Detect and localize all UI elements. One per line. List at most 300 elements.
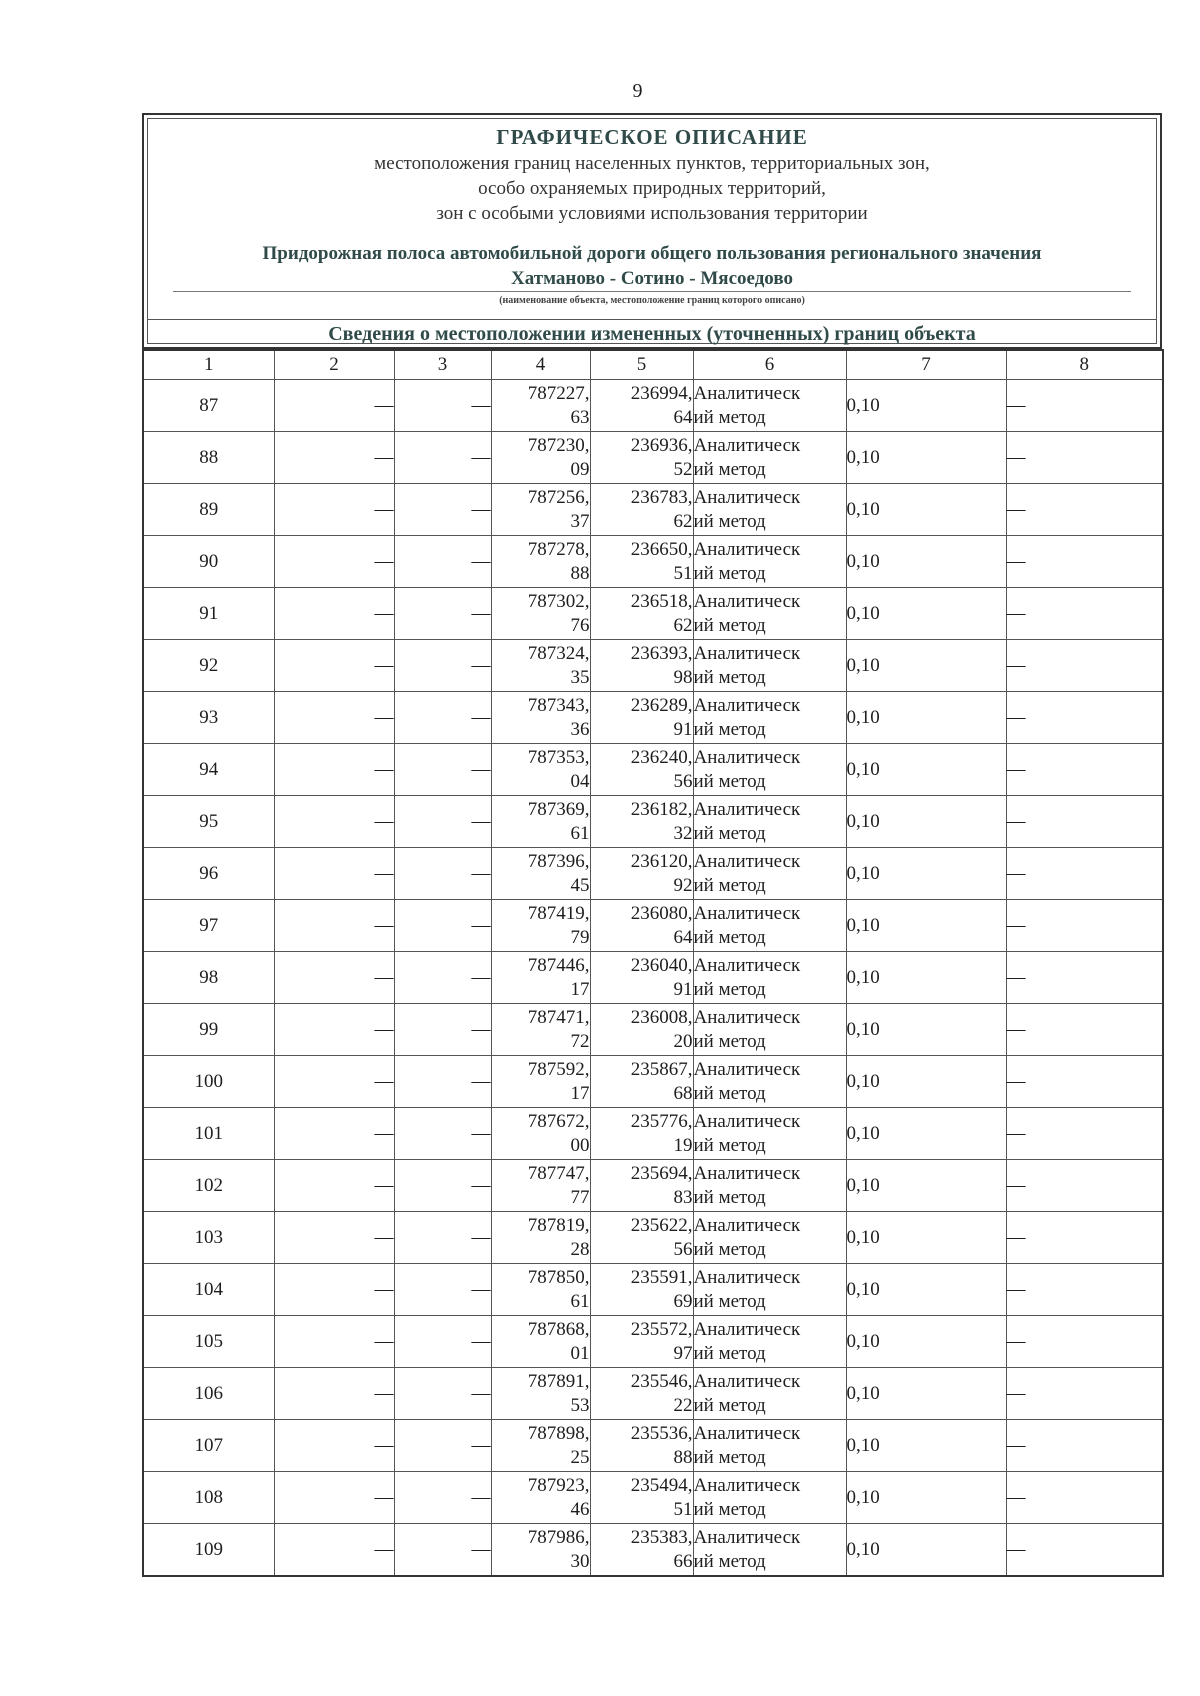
precision-cell: 0,10	[846, 744, 1006, 796]
precision-cell: 0,10	[846, 1472, 1006, 1524]
y-coordinate-cell	[590, 1004, 693, 1056]
precision-cell: 0,10	[846, 432, 1006, 484]
y-coordinate-cell	[590, 848, 693, 900]
column-2-cell: —	[274, 1472, 394, 1524]
y-coordinate-fraction: 69	[673, 1290, 693, 1312]
y-coordinate-fraction: 51	[673, 562, 693, 584]
method-line-2: ий метод	[693, 926, 766, 948]
point-number-cell: 109	[143, 1524, 274, 1577]
x-coordinate-integer: 787324,	[527, 642, 590, 664]
x-coordinate-integer: 787419,	[527, 902, 590, 924]
column-header: 2	[274, 350, 394, 380]
method-line-1: Аналитическ	[693, 1422, 801, 1444]
precision-cell: 0,10	[846, 1056, 1006, 1108]
column-8-cell: —	[1006, 484, 1163, 536]
method-cell	[693, 796, 846, 848]
point-number-cell: 99	[143, 1004, 274, 1056]
method-line-2: ий метод	[693, 1030, 766, 1052]
table-row	[143, 848, 1163, 900]
y-coordinate-cell	[590, 380, 693, 432]
method-cell	[693, 640, 846, 692]
point-number-cell: 106	[143, 1368, 274, 1420]
method-line-2: ий метод	[693, 874, 766, 896]
method-line-2: ий метод	[693, 978, 766, 1000]
x-coordinate-integer: 787986,	[527, 1526, 590, 1548]
column-2-cell: —	[274, 1212, 394, 1264]
y-coordinate-fraction: 56	[673, 1238, 693, 1260]
column-3-cell: —	[394, 1056, 491, 1108]
method-line-1: Аналитическ	[693, 954, 801, 976]
point-number-cell: 103	[143, 1212, 274, 1264]
method-cell	[693, 432, 846, 484]
precision-cell: 0,10	[846, 1264, 1006, 1316]
table-row	[143, 1264, 1163, 1316]
y-coordinate-fraction: 98	[673, 666, 693, 688]
method-line-2: ий метод	[693, 822, 766, 844]
section-divider	[148, 319, 1156, 320]
x-coordinate-cell	[491, 1472, 590, 1524]
y-coordinate-integer: 235694,	[630, 1162, 693, 1184]
section-title: Сведения о местоположении измененных (уточненных) границ объекта	[328, 323, 976, 345]
column-2-cell: —	[274, 744, 394, 796]
object-name-line-2: Хатманово - Сотино - Мясоедово	[511, 268, 793, 289]
precision-cell: 0,10	[846, 900, 1006, 952]
x-coordinate-fraction: 88	[570, 562, 590, 584]
y-coordinate-fraction: 52	[673, 458, 693, 480]
point-number-cell: 107	[143, 1420, 274, 1472]
column-header: 1	[143, 350, 274, 380]
x-coordinate-cell	[491, 952, 590, 1004]
x-coordinate-fraction: 09	[570, 458, 590, 480]
x-coordinate-cell	[491, 640, 590, 692]
table-row	[143, 1004, 1163, 1056]
method-cell	[693, 1056, 846, 1108]
column-header: 5	[590, 350, 693, 380]
column-3-cell: —	[394, 1108, 491, 1160]
y-coordinate-cell	[590, 1524, 693, 1577]
column-3-cell: —	[394, 380, 491, 432]
table-row	[143, 640, 1163, 692]
x-coordinate-cell	[491, 1264, 590, 1316]
x-coordinate-integer: 787592,	[527, 1058, 590, 1080]
x-coordinate-cell	[491, 432, 590, 484]
method-line-1: Аналитическ	[693, 1006, 801, 1028]
column-2-cell: —	[274, 380, 394, 432]
y-coordinate-cell	[590, 952, 693, 1004]
y-coordinate-cell	[590, 484, 693, 536]
precision-cell: 0,10	[846, 1524, 1006, 1577]
column-2-cell: —	[274, 536, 394, 588]
method-cell	[693, 1316, 846, 1368]
column-8-cell: —	[1006, 952, 1163, 1004]
column-2-cell: —	[274, 1004, 394, 1056]
method-line-1: Аналитическ	[693, 694, 801, 716]
method-line-1: Аналитическ	[693, 642, 801, 664]
table-row	[143, 1420, 1163, 1472]
column-3-cell: —	[394, 796, 491, 848]
precision-cell: 0,10	[846, 1420, 1006, 1472]
x-coordinate-cell	[491, 588, 590, 640]
x-coordinate-fraction: 25	[570, 1446, 590, 1468]
column-3-cell: —	[394, 432, 491, 484]
x-coordinate-integer: 787278,	[527, 538, 590, 560]
y-coordinate-fraction: 91	[673, 718, 693, 740]
x-coordinate-cell	[491, 1524, 590, 1577]
method-cell	[693, 744, 846, 796]
table-row	[143, 1056, 1163, 1108]
column-header: 6	[693, 350, 846, 380]
method-line-2: ий метод	[693, 458, 766, 480]
x-coordinate-fraction: 01	[570, 1342, 590, 1364]
x-coordinate-cell	[491, 1160, 590, 1212]
column-3-cell: —	[394, 1160, 491, 1212]
x-coordinate-fraction: 61	[570, 1290, 590, 1312]
y-coordinate-fraction: 64	[673, 926, 693, 948]
table-row	[143, 1316, 1163, 1368]
method-line-1: Аналитическ	[693, 486, 801, 508]
column-2-cell: —	[274, 1264, 394, 1316]
table-row	[143, 1160, 1163, 1212]
precision-cell: 0,10	[846, 1368, 1006, 1420]
point-number-cell: 104	[143, 1264, 274, 1316]
column-8-cell: —	[1006, 1420, 1163, 1472]
precision-cell: 0,10	[846, 796, 1006, 848]
precision-cell: 0,10	[846, 588, 1006, 640]
column-8-cell: —	[1006, 588, 1163, 640]
point-number-cell: 89	[143, 484, 274, 536]
column-2-cell: —	[274, 640, 394, 692]
page-number: 9	[632, 80, 643, 102]
method-line-1: Аналитическ	[693, 1474, 801, 1496]
column-2-cell: —	[274, 1316, 394, 1368]
column-2-cell: —	[274, 952, 394, 1004]
x-coordinate-fraction: 36	[570, 718, 590, 740]
column-2-cell: —	[274, 588, 394, 640]
precision-cell: 0,10	[846, 952, 1006, 1004]
point-number-cell: 100	[143, 1056, 274, 1108]
point-number-cell: 93	[143, 692, 274, 744]
method-line-2: ий метод	[693, 718, 766, 740]
y-coordinate-cell	[590, 536, 693, 588]
table-row	[143, 1108, 1163, 1160]
subtitle-line-1: местоположения границ населенных пунктов, территориальных зон,	[374, 153, 930, 174]
y-coordinate-cell	[590, 1212, 693, 1264]
x-coordinate-integer: 787396,	[527, 850, 590, 872]
column-8-cell: —	[1006, 432, 1163, 484]
column-2-cell: —	[274, 1368, 394, 1420]
y-coordinate-cell	[590, 640, 693, 692]
method-line-1: Аналитическ	[693, 590, 801, 612]
precision-cell: 0,10	[846, 1316, 1006, 1368]
point-number-cell: 88	[143, 432, 274, 484]
precision-cell: 0,10	[846, 1108, 1006, 1160]
precision-cell: 0,10	[846, 1004, 1006, 1056]
column-3-cell: —	[394, 848, 491, 900]
y-coordinate-fraction: 68	[673, 1082, 693, 1104]
method-line-2: ий метод	[693, 1290, 766, 1312]
column-8-cell: —	[1006, 796, 1163, 848]
x-coordinate-fraction: 63	[570, 406, 590, 428]
table-row	[143, 1212, 1163, 1264]
x-coordinate-fraction: 45	[570, 874, 590, 896]
x-coordinate-cell	[491, 1212, 590, 1264]
x-coordinate-integer: 787446,	[527, 954, 590, 976]
y-coordinate-fraction: 64	[673, 406, 693, 428]
object-caption: (наименование объекта, местоположение границ которого описано)	[499, 295, 805, 306]
column-3-cell: —	[394, 1004, 491, 1056]
y-coordinate-fraction: 62	[673, 510, 693, 532]
x-coordinate-integer: 787891,	[527, 1370, 590, 1392]
x-coordinate-cell	[491, 536, 590, 588]
y-coordinate-integer: 235572,	[630, 1318, 693, 1340]
table-row	[143, 432, 1163, 484]
method-line-1: Аналитическ	[693, 746, 801, 768]
method-line-2: ий метод	[693, 1550, 766, 1572]
x-coordinate-integer: 787850,	[527, 1266, 590, 1288]
method-line-1: Аналитическ	[693, 1110, 801, 1132]
y-coordinate-integer: 236040,	[630, 954, 693, 976]
x-coordinate-fraction: 17	[570, 978, 590, 1000]
column-3-cell: —	[394, 1316, 491, 1368]
column-header: 4	[491, 350, 590, 380]
method-line-2: ий метод	[693, 666, 766, 688]
table-row	[143, 1368, 1163, 1420]
method-cell	[693, 1368, 846, 1420]
y-coordinate-integer: 236936,	[630, 434, 693, 456]
column-8-cell: —	[1006, 1472, 1163, 1524]
method-line-2: ий метод	[693, 1394, 766, 1416]
column-8-cell: —	[1006, 744, 1163, 796]
y-coordinate-integer: 236393,	[630, 642, 693, 664]
y-coordinate-fraction: 22	[673, 1394, 693, 1416]
y-coordinate-fraction: 19	[673, 1134, 693, 1156]
x-coordinate-fraction: 61	[570, 822, 590, 844]
point-number-cell: 108	[143, 1472, 274, 1524]
method-line-1: Аналитическ	[693, 382, 801, 404]
method-line-2: ий метод	[693, 406, 766, 428]
column-3-cell: —	[394, 588, 491, 640]
point-number-cell: 91	[143, 588, 274, 640]
method-line-1: Аналитическ	[693, 798, 801, 820]
x-coordinate-fraction: 77	[570, 1186, 590, 1208]
x-coordinate-integer: 787747,	[527, 1162, 590, 1184]
point-number-cell: 92	[143, 640, 274, 692]
point-number-cell: 95	[143, 796, 274, 848]
y-coordinate-fraction: 66	[673, 1550, 693, 1572]
object-name-line-1: Придорожная полоса автомобильной дороги общего пользования регионального значения	[262, 243, 1042, 264]
column-2-cell: —	[274, 848, 394, 900]
column-8-cell: —	[1006, 1212, 1163, 1264]
x-coordinate-fraction: 37	[570, 510, 590, 532]
y-coordinate-cell	[590, 1264, 693, 1316]
y-coordinate-cell	[590, 1056, 693, 1108]
y-coordinate-cell	[590, 1368, 693, 1420]
y-coordinate-cell	[590, 796, 693, 848]
column-2-cell: —	[274, 1108, 394, 1160]
y-coordinate-integer: 235536,	[630, 1422, 693, 1444]
table-row	[143, 952, 1163, 1004]
x-coordinate-fraction: 53	[570, 1394, 590, 1416]
table-row	[143, 588, 1163, 640]
x-coordinate-fraction: 30	[570, 1550, 590, 1572]
x-coordinate-integer: 787898,	[527, 1422, 590, 1444]
table-row	[143, 1524, 1163, 1577]
x-coordinate-cell	[491, 380, 590, 432]
y-coordinate-integer: 235383,	[630, 1526, 693, 1548]
x-coordinate-fraction: 00	[570, 1134, 590, 1156]
method-cell	[693, 536, 846, 588]
x-coordinate-integer: 787868,	[527, 1318, 590, 1340]
column-3-cell: —	[394, 640, 491, 692]
y-coordinate-integer: 236650,	[630, 538, 693, 560]
method-cell	[693, 1160, 846, 1212]
point-number-cell: 96	[143, 848, 274, 900]
subtitle-line-3: зон с особыми условиями использования территории	[436, 203, 868, 224]
table-row	[143, 536, 1163, 588]
method-cell	[693, 484, 846, 536]
x-coordinate-cell	[491, 692, 590, 744]
document-header-frame	[142, 113, 1162, 349]
method-cell	[693, 380, 846, 432]
precision-cell: 0,10	[846, 536, 1006, 588]
column-3-cell: —	[394, 536, 491, 588]
table-body	[143, 380, 1163, 1577]
column-3-cell: —	[394, 1524, 491, 1577]
coordinates-table	[142, 349, 1164, 1577]
column-3-cell: —	[394, 692, 491, 744]
point-number-cell: 105	[143, 1316, 274, 1368]
column-8-cell: —	[1006, 1524, 1163, 1577]
x-coordinate-integer: 787343,	[527, 694, 590, 716]
point-number-cell: 87	[143, 380, 274, 432]
column-2-cell: —	[274, 1524, 394, 1577]
x-coordinate-integer: 787819,	[527, 1214, 590, 1236]
x-coordinate-integer: 787369,	[527, 798, 590, 820]
column-8-cell: —	[1006, 380, 1163, 432]
x-coordinate-integer: 787353,	[527, 746, 590, 768]
column-8-cell: —	[1006, 1108, 1163, 1160]
document-header	[147, 118, 1157, 344]
y-coordinate-cell	[590, 1420, 693, 1472]
y-coordinate-cell	[590, 1160, 693, 1212]
method-cell	[693, 1004, 846, 1056]
y-coordinate-cell	[590, 1472, 693, 1524]
x-coordinate-cell	[491, 1108, 590, 1160]
y-coordinate-integer: 235591,	[630, 1266, 693, 1288]
subtitle-line-2: особо охраняемых природных территорий,	[478, 178, 826, 199]
x-coordinate-cell	[491, 1004, 590, 1056]
column-8-cell: —	[1006, 848, 1163, 900]
column-8-cell: —	[1006, 692, 1163, 744]
method-line-2: ий метод	[693, 1342, 766, 1364]
y-coordinate-fraction: 83	[673, 1186, 693, 1208]
y-coordinate-fraction: 91	[673, 978, 693, 1000]
method-line-1: Аналитическ	[693, 1058, 801, 1080]
column-2-cell: —	[274, 692, 394, 744]
method-line-1: Аналитическ	[693, 1526, 801, 1548]
y-coordinate-integer: 235867,	[630, 1058, 693, 1080]
method-cell	[693, 1472, 846, 1524]
x-coordinate-cell	[491, 744, 590, 796]
y-coordinate-cell	[590, 900, 693, 952]
point-number-cell: 98	[143, 952, 274, 1004]
method-line-1: Аналитическ	[693, 1370, 801, 1392]
column-2-cell: —	[274, 900, 394, 952]
precision-cell: 0,10	[846, 848, 1006, 900]
table-row	[143, 1472, 1163, 1524]
column-header: 7	[846, 350, 1006, 380]
precision-cell: 0,10	[846, 692, 1006, 744]
point-number-cell: 90	[143, 536, 274, 588]
column-2-cell: —	[274, 796, 394, 848]
y-coordinate-cell	[590, 1108, 693, 1160]
x-coordinate-cell	[491, 1056, 590, 1108]
y-coordinate-cell	[590, 432, 693, 484]
x-coordinate-cell	[491, 900, 590, 952]
y-coordinate-integer: 236008,	[630, 1006, 693, 1028]
point-number-cell: 94	[143, 744, 274, 796]
column-8-cell: —	[1006, 1056, 1163, 1108]
table-row	[143, 744, 1163, 796]
y-coordinate-integer: 235546,	[630, 1370, 693, 1392]
document-title: ГРАФИЧЕСКОЕ ОПИСАНИЕ	[496, 125, 808, 149]
column-8-cell: —	[1006, 1004, 1163, 1056]
method-line-2: ий метод	[693, 1238, 766, 1260]
method-line-2: ий метод	[693, 1134, 766, 1156]
method-cell	[693, 1264, 846, 1316]
method-line-1: Аналитическ	[693, 1318, 801, 1340]
x-coordinate-fraction: 04	[570, 770, 590, 792]
y-coordinate-integer: 236240,	[630, 746, 693, 768]
x-coordinate-fraction: 79	[570, 926, 590, 948]
method-cell	[693, 1108, 846, 1160]
column-3-cell: —	[394, 1472, 491, 1524]
point-number-cell: 102	[143, 1160, 274, 1212]
precision-cell: 0,10	[846, 1160, 1006, 1212]
y-coordinate-integer: 235622,	[630, 1214, 693, 1236]
column-3-cell: —	[394, 1420, 491, 1472]
y-coordinate-cell	[590, 588, 693, 640]
y-coordinate-fraction: 97	[673, 1342, 693, 1364]
method-line-2: ий метод	[693, 510, 766, 532]
method-cell	[693, 1524, 846, 1577]
y-coordinate-cell	[590, 692, 693, 744]
point-number-cell: 101	[143, 1108, 274, 1160]
column-8-cell: —	[1006, 1316, 1163, 1368]
column-3-cell: —	[394, 1368, 491, 1420]
method-cell	[693, 1420, 846, 1472]
object-name-underline	[173, 291, 1131, 292]
y-coordinate-integer: 236783,	[630, 486, 693, 508]
table-row	[143, 796, 1163, 848]
method-cell	[693, 1212, 846, 1264]
method-line-2: ий метод	[693, 562, 766, 584]
precision-cell: 0,10	[846, 1212, 1006, 1264]
x-coordinate-fraction: 46	[570, 1498, 590, 1520]
method-line-2: ий метод	[693, 1082, 766, 1104]
precision-cell: 0,10	[846, 484, 1006, 536]
method-line-2: ий метод	[693, 1186, 766, 1208]
y-coordinate-integer: 235776,	[630, 1110, 693, 1132]
column-8-cell: —	[1006, 1368, 1163, 1420]
column-3-cell: —	[394, 952, 491, 1004]
method-cell	[693, 692, 846, 744]
x-coordinate-integer: 787471,	[527, 1006, 590, 1028]
x-coordinate-integer: 787227,	[527, 382, 590, 404]
y-coordinate-fraction: 32	[673, 822, 693, 844]
table-header-row	[143, 350, 1163, 380]
column-3-cell: —	[394, 484, 491, 536]
